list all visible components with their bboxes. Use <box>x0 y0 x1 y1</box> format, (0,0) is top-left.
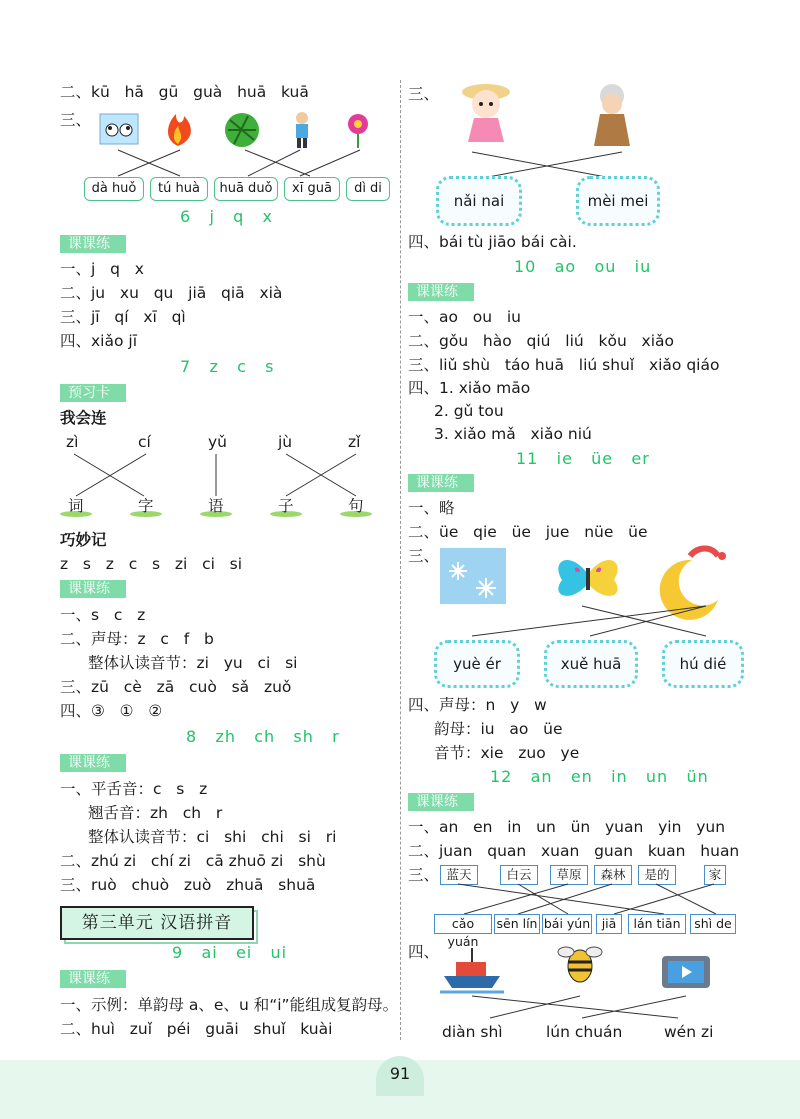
answer-line: 2. gǔ tou <box>434 402 504 420</box>
unit-title: 第三单元 汉语拼音 <box>60 906 254 940</box>
hanzi-bottom: 句 <box>348 497 364 515</box>
hanzi-bottom: 字 <box>138 497 154 515</box>
vine-word-box: mèi mei <box>576 176 660 226</box>
answer-line: 四、xiǎo jī <box>60 332 138 350</box>
answer-line: 整体认读音节：zi yu ci si <box>88 654 298 672</box>
hanzi-box: 是的 <box>638 865 676 885</box>
subsection-title: 我会连 <box>60 409 107 427</box>
section-tag: 课课练 <box>60 580 126 598</box>
answer-line: 三、jī qí xī qì <box>60 308 186 326</box>
answer-label: 四、 <box>408 943 440 961</box>
answer-line: 二、huì zuǐ péi guāi shuǐ kuài <box>60 1020 333 1038</box>
hanzi-box: 蓝天 <box>440 865 478 885</box>
answer-label: 三、 <box>408 85 440 103</box>
answer-label: 三、 <box>60 111 92 129</box>
subsection-title: 巧妙记 <box>60 531 107 549</box>
answer-label: 三、 <box>408 547 440 565</box>
pinyin-top: cí <box>138 433 151 451</box>
vine-word-box: yuè ér <box>434 640 520 688</box>
section-tag: 课课练 <box>60 235 126 253</box>
answer-line: 二、üe qie üe jue nüe üe <box>408 523 648 541</box>
answer-line: 四、1. xiǎo māo <box>408 379 531 397</box>
hanzi-bottom: 子 <box>278 497 294 515</box>
pinyin-box: dà huǒ <box>84 177 144 201</box>
vine-word-box: nǎi nai <box>436 176 522 226</box>
ship-icon <box>440 948 504 992</box>
lesson-heading: 6 j q x <box>180 207 274 226</box>
answer-line: 3. xiǎo mǎ xiǎo niú <box>434 425 592 443</box>
answer-line: 三、zū cè zā cuò sǎ zuǒ <box>60 678 292 696</box>
page-number: 91 <box>376 1056 424 1096</box>
answer-line: 二、声母：z c f b <box>60 630 214 648</box>
lesson-heading: 8 zh ch sh r <box>186 727 340 746</box>
vine-word-box: xuě huā <box>544 640 638 688</box>
answer-line: 二、kū hā gū guà huā kuā <box>60 83 309 101</box>
pinyin-box: xī guā <box>284 177 340 201</box>
answer-line: 二、gǒu hào qiú liú kǒu xiǎo <box>408 332 675 350</box>
pinyin-box: bái yún <box>542 914 592 934</box>
lesson-heading: 9 ai ei ui <box>172 943 288 962</box>
pinyin-word: diàn shì <box>442 1023 503 1041</box>
pinyin-top: zǐ <box>348 433 361 451</box>
answer-line: 一、j q x <box>60 260 144 278</box>
pinyin-box: lán tiān <box>628 914 686 934</box>
answer-line: 三、ruò chuò zuò zhuā shuā <box>60 876 316 894</box>
section-tag: 预习卡 <box>60 384 126 402</box>
answer-line: 一、ao ou iu <box>408 308 521 326</box>
section-tag: 课课练 <box>408 793 474 811</box>
lesson-heading: 12 an en in un ün <box>490 767 709 786</box>
pinyin-box: cǎo yuán <box>434 914 492 934</box>
section-tag: 课课练 <box>60 970 126 988</box>
answer-line: 一、an en in un ün yuan yin yun <box>408 818 726 836</box>
pinyin-top: yǔ <box>208 433 227 451</box>
hanzi-box: 草原 <box>550 865 588 885</box>
pinyin-box: dì di <box>346 177 390 201</box>
pinyin-word: wén zi <box>664 1023 714 1041</box>
answer-line: 二、ju xu qu jiā qiā xià <box>60 284 283 302</box>
answer-line: z s z c s zi ci si <box>60 555 243 573</box>
lesson-heading: 7 z c s <box>180 357 275 376</box>
section-tag: 课课练 <box>408 474 474 492</box>
answer-label: 三、 <box>408 866 440 884</box>
answer-line: 四、③ ① ② <box>60 702 163 720</box>
boat-bee-tv-pictures <box>400 0 800 1040</box>
pinyin-box: shì de <box>690 914 736 934</box>
answer-line: 翘舌音：zh ch r <box>88 804 223 822</box>
answer-line: 一、平舌音：c s z <box>60 780 208 798</box>
pinyin-word: lún chuán <box>546 1023 623 1041</box>
answer-line: 二、zhú zi chí zi cā zhuō zi shù <box>60 852 326 870</box>
lesson-heading: 10 ao ou iu <box>514 257 652 276</box>
answer-line: 四、bái tù jiāo bái cài. <box>408 233 577 251</box>
section-tag: 课课练 <box>60 754 126 772</box>
pinyin-box: sēn lín <box>494 914 540 934</box>
answer-line: 三、liǔ shù táo huā liú shuǐ xiǎo qiáo <box>408 356 720 374</box>
section-tag: 课课练 <box>408 283 474 301</box>
pinyin-box: jiā <box>596 914 622 934</box>
answer-line: 四、声母：n y w <box>408 696 547 714</box>
answer-line: 一、s c z <box>60 606 146 624</box>
hanzi-box: 白云 <box>500 865 538 885</box>
answer-line: 韵母：iu ao üe <box>434 720 563 738</box>
hanzi-box: 家 <box>704 865 726 885</box>
answer-line: 二、juan quan xuan guan kuan huan <box>408 842 740 860</box>
answer-line: 一、示例：单韵母 a、e、u 和“i”能组成复韵母。 <box>60 996 399 1014</box>
connect-lines <box>0 0 400 520</box>
pinyin-top: jù <box>278 433 293 451</box>
answer-line: 音节：xie zuo ye <box>434 744 580 762</box>
vine-word-box: hú dié <box>662 640 744 688</box>
hanzi-bottom: 语 <box>208 497 224 515</box>
lesson-heading: 11 ie üe er <box>516 449 650 468</box>
tv-icon <box>662 956 710 988</box>
hanzi-box: 森林 <box>594 865 632 885</box>
pinyin-box: huā duǒ <box>214 177 278 201</box>
answer-line: 整体认读音节：ci shi chi si ri <box>88 828 337 846</box>
pinyin-box: tú huà <box>150 177 208 201</box>
bee-icon <box>558 947 602 982</box>
answer-line: 一、略 <box>408 499 455 517</box>
pinyin-top: zì <box>66 433 79 451</box>
hanzi-bottom: 词 <box>68 497 84 515</box>
